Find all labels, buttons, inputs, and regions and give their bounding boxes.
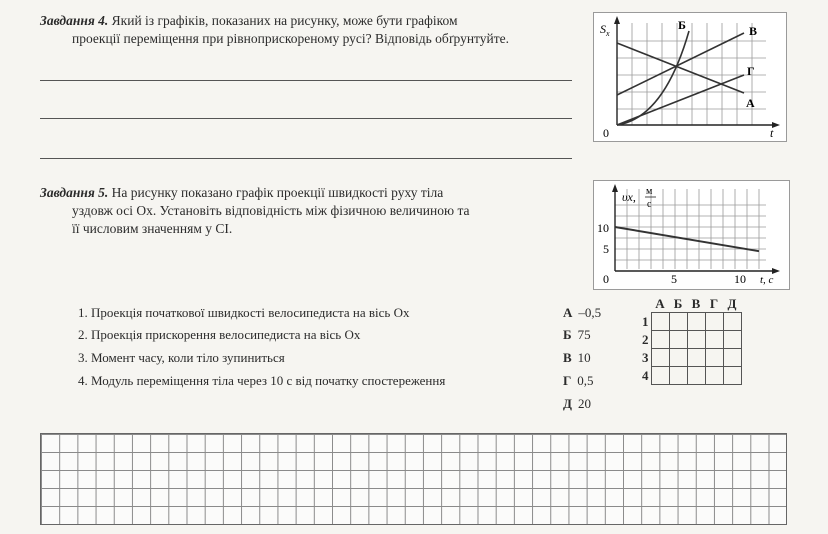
answer-cell[interactable] xyxy=(687,349,705,367)
grid-col-header: Б xyxy=(673,296,683,311)
curve-label-a: А xyxy=(746,96,755,110)
task5-label: Завдання 5. xyxy=(40,185,109,200)
answer-cell[interactable] xyxy=(651,313,669,331)
option-a: А –0,5 xyxy=(563,305,602,320)
graph2-origin: 0 xyxy=(603,272,609,286)
graph2-y-tick-5: 5 xyxy=(603,242,609,256)
task5-text xyxy=(40,184,585,238)
answer-cell[interactable] xyxy=(669,349,687,367)
answer-cell[interactable] xyxy=(669,313,687,331)
answer-cell[interactable] xyxy=(723,367,741,385)
grid-col-header: Д xyxy=(727,296,737,311)
graph2-x-tick-10: 10 xyxy=(734,272,746,286)
answer-line[interactable] xyxy=(40,158,572,159)
graph-displacement xyxy=(593,12,787,142)
answer-cell[interactable] xyxy=(651,331,669,349)
answer-cell[interactable] xyxy=(705,349,723,367)
question-item: 2. Проекція прискорення велосипедиста на вісь Ox xyxy=(78,327,361,342)
answer-line[interactable] xyxy=(40,80,572,81)
curve-label-g: Г xyxy=(747,64,755,78)
answer-grid xyxy=(640,296,742,385)
curve-label-b: Б xyxy=(678,18,686,32)
work-area-grid[interactable] xyxy=(40,433,787,525)
answer-cell[interactable] xyxy=(669,367,687,385)
graph1-y-label: $S_x$ xyxy=(600,22,610,38)
graph2-x-label: t, c xyxy=(760,274,774,286)
option-v: В 10 xyxy=(563,350,591,365)
answer-cell[interactable] xyxy=(723,349,741,367)
curve-label-v: В xyxy=(749,24,758,38)
grid-row-number: 1 xyxy=(642,313,649,329)
answer-cell[interactable] xyxy=(651,349,669,367)
answer-line[interactable] xyxy=(40,118,572,119)
answer-cell[interactable] xyxy=(669,331,687,349)
answer-cell[interactable] xyxy=(723,313,741,331)
task4-line2: проекції переміщення при рівноприскореному русі? Відповідь обґрунтуйте. xyxy=(72,31,510,46)
grid-col-header: Г xyxy=(709,296,719,311)
question-item: 4. Модуль переміщення тіла через 10 с від початку спостереження xyxy=(78,373,446,388)
grid-row-number: 3 xyxy=(642,349,649,365)
question-item: 1. Проекція початкової швидкості велосипедиста на вісь Ox xyxy=(78,305,410,320)
answer-cell[interactable] xyxy=(705,367,723,385)
answer-cell[interactable] xyxy=(687,313,705,331)
grid-row-number: 2 xyxy=(642,331,649,347)
answer-cell[interactable] xyxy=(723,331,741,349)
graph-velocity xyxy=(593,180,790,290)
option-d: Д 20 xyxy=(563,396,591,411)
option-g: Г 0,5 xyxy=(563,373,594,388)
answer-cell[interactable] xyxy=(651,367,669,385)
graph1-origin: 0 xyxy=(603,126,609,140)
task5-line3: її числовим значенням у СІ. xyxy=(72,221,233,236)
grid-col-header: В xyxy=(691,296,701,311)
graph2-y-tick-10: 10 xyxy=(597,221,609,235)
answer-cell[interactable] xyxy=(687,367,705,385)
answer-cell[interactable] xyxy=(687,331,705,349)
grid-col-header: А xyxy=(655,296,665,311)
graph2-y-label: υx, xyxy=(622,190,636,204)
question-item: 3. Момент часу, коли тіло зупиниться xyxy=(78,350,285,365)
answer-cell[interactable] xyxy=(705,313,723,331)
graph2-x-tick-5: 5 xyxy=(671,272,677,286)
option-b: Б 75 xyxy=(563,327,591,342)
task4-line1: Який із графіків, показаних на рисунку, може бути графіком xyxy=(111,13,458,28)
graph1-x-label: t xyxy=(770,126,774,140)
answer-cell[interactable] xyxy=(705,331,723,349)
graph2-y-unit-num: м xyxy=(646,186,653,197)
task5-line2: уздовж осі Ox. Установіть відповідність між фізичною величиною та xyxy=(72,203,470,218)
grid-row-number: 4 xyxy=(642,367,649,383)
graph2-y-unit-den: с xyxy=(647,199,652,210)
task4-label: Завдання 4. xyxy=(40,13,109,28)
task5-line1: На рисунку показано графік проекції швидкості руху тіла xyxy=(111,185,444,200)
task4-text xyxy=(40,12,585,48)
